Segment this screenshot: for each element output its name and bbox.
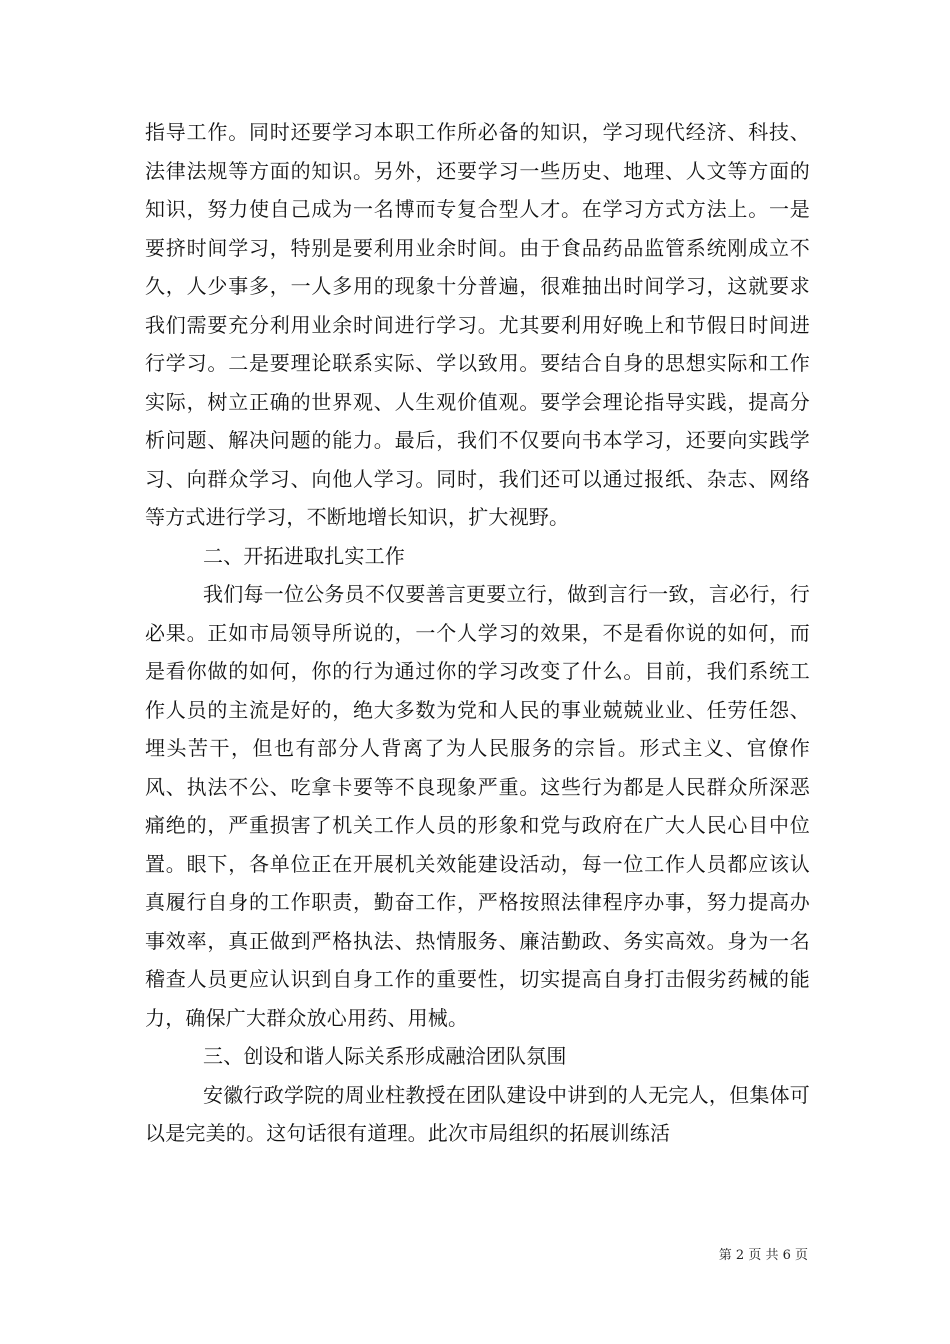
paragraph-practical-work: 我们每一位公务员不仅要善言更要立行，做到言行一致，言必行，行必果。正如市局领导所说的，一个人学习的效果，不是看你说的如何，而是看你做的如何，你的行为通过你的学习改变了什么。目前，我们系统工作人员的主流是好的，绝大多数为党和人民的事业兢兢业业、任劳任怨、埋头苦干，但也有部分人背离了为人民服务的宗旨。形式主义、官僚作风、执法不公、吃拿卡要等不良现象严重。这些行为都是人民群众所深恶痛绝的，严重损害了机关工作人员的形象和党与政府在广大人民心目中位置。眼下，各单位正在开展机关效能建设活动，每一位工作人员都应该认真履行自身的工作职责，勤奋工作，严格按照法律程序办事，努力提高办事效率，真正做到严格执法、热情服务、廉洁勤政、务实高效。身为一名稽查人员更应认识到自身工作的重要性，切实提高自身打击假劣药械的能力，确保广大群众放心用药、用械。 (145, 582, 810, 1030)
document-body (145, 113, 810, 1153)
paragraph-team-building: 安徽行政学院的周业柱教授在团队建设中讲到的人无完人，但集体可以是完美的。这句话很有道理。此次市局组织的拓展训练活 (145, 1082, 810, 1145)
section-heading-3: 三、创设和谐人际关系形成融洽团队氛围 (203, 1044, 567, 1068)
paragraph-study-methods: 指导工作。同时还要学习本职工作所必备的知识，学习现代经济、科技、法律法规等方面的知识。另外，还要学习一些历史、地理、人文等方面的知识，努力使自己成为一名博而专复合型人才。在学习方式方法上。一是要挤时间学习，特别是要利用业余时间。由于食品药品监管系统刚成立不久，人少事多，一人多用的现象十分普遍，很难抽出时间学习，这就要求我们需要充分利用业余时间进行学习。尤其要利用好晚上和节假日时间进行学习。二是要理论联系实际、学以致用。要结合自身的思想实际和工作实际，树立正确的世界观、人生观价值观。要学会理论指导实践，提高分析问题、解决问题的能力。最后，我们不仅要向书本学习，还要向实践学习、向群众学习、向他人学习。同时，我们还可以通过报纸、杂志、网络等方式进行学习，不断地增长知识，扩大视野。 (145, 120, 810, 529)
section-heading-2: 二、开拓进取扎实工作 (203, 543, 405, 568)
page-number-footer: 第 2 页 共 6 页 (718, 1248, 808, 1263)
